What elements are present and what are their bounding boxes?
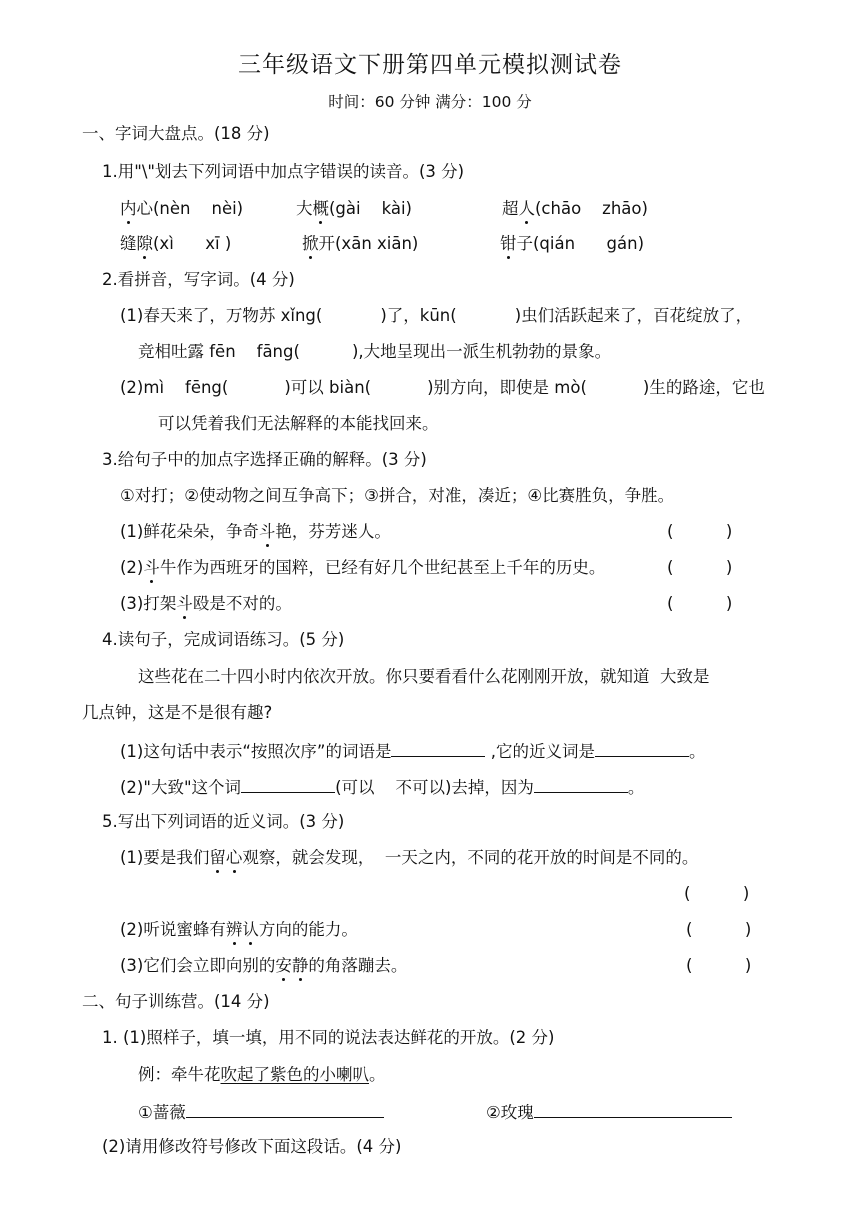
text: (2)	[120, 558, 144, 577]
answer-paren[interactable]: ( )	[686, 920, 752, 939]
word-pre: 超	[502, 199, 519, 218]
answer-blank[interactable]	[241, 776, 335, 793]
answer-blank[interactable]	[595, 740, 689, 757]
text: )生的路途，它也	[642, 378, 765, 397]
exam-info: 时间：60 分钟 满分：100 分	[328, 93, 532, 111]
q5-sentence-3	[120, 956, 407, 976]
q1-word-2	[296, 199, 412, 219]
q2-line-2	[138, 342, 611, 362]
q2-stem: 2.看拼音，写字词。(4 分)	[102, 270, 295, 289]
dotted-char: 静	[291, 956, 309, 975]
q2-line-4: 可以凭着我们无法解释的本能找回来。	[158, 414, 439, 433]
word-pre: 大	[296, 199, 313, 218]
text: )了，kūn(	[380, 306, 457, 325]
text: (1)春天来了，万物苏 xǐng(	[120, 306, 323, 325]
q4-passage-1: 这些花在二十四小时内依次开放。你只要看看什么花刚刚开放，就知道 大致是	[138, 667, 710, 686]
answer-blank[interactable]	[534, 776, 628, 793]
pinyin-options: (nèn nèi)	[153, 199, 244, 218]
text: )虫们活跃起来了，百花绽放了，	[514, 306, 753, 325]
page-title: 三年级语文下册第四单元模拟测试卷	[238, 52, 622, 78]
dotted-char: 认	[242, 920, 259, 939]
s2-example	[138, 1065, 386, 1085]
answer-blank[interactable]	[534, 1101, 732, 1118]
text: (1)要是我们	[120, 848, 210, 867]
underlined-example: 吹起了紫色的小喇叭	[220, 1065, 369, 1084]
q3-stem: 3.给句子中的加点字选择正确的解释。(3 分)	[102, 450, 427, 469]
text: ①蔷薇	[138, 1103, 186, 1122]
dotted-char: 概	[312, 199, 329, 218]
answer-paren[interactable]: ( )	[667, 558, 733, 577]
text: ,它的近义词是	[485, 742, 595, 761]
text: )可以 biàn(	[284, 378, 372, 397]
pinyin-options: (chāo zhāo)	[535, 199, 648, 218]
dotted-char: 斗	[176, 594, 193, 613]
text: (3)它们会立即向别的	[120, 956, 276, 975]
s2-q2-stem: (2)请用修改符号修改下面这段话。(4 分)	[102, 1137, 402, 1156]
text: ),大地呈现出一派生机勃勃的景象。	[351, 342, 612, 361]
text: 例：牵牛花	[138, 1065, 221, 1084]
text: (2)"大致"这个词	[120, 778, 242, 797]
q2-line-1	[120, 306, 752, 326]
q3-sentence-2	[120, 558, 605, 578]
s2-q1-stem: 1. (1)照样子，填一填，用不同的说法表达鲜花的开放。(2 分)	[102, 1028, 555, 1047]
word-rest: 子	[516, 234, 533, 253]
text: 。	[369, 1065, 386, 1084]
pinyin-options: (gài kài)	[329, 199, 412, 218]
text: 方向的能力。	[258, 920, 358, 939]
text: 的角落蹦去。	[308, 956, 408, 975]
q1-stem: 1.用"\"划去下列词语中加点字错误的读音。(3 分)	[102, 162, 465, 181]
q3-sentence-3	[120, 594, 292, 614]
q5-stem: 5.写出下列词语的近义词。(3 分)	[102, 812, 345, 831]
q5-sentence-2	[120, 920, 358, 940]
text: (可以 不可以)去掉，因为	[335, 778, 534, 797]
pinyin-options: (xì xī )	[153, 234, 232, 253]
q3-options: ①对打；②使动物之间互争高下；③拼合，对准，凑近；④比赛胜负，争胜。	[120, 486, 675, 505]
text: (2)mì fēng(	[120, 378, 229, 397]
answer-paren[interactable]: ( )	[667, 522, 733, 541]
text: 竞相吐露 fēn fāng(	[138, 342, 300, 361]
q1-word-5	[302, 234, 418, 254]
text: 观察，就会发现， 一天之内，不同的花开放的时间是不同的。	[242, 848, 699, 867]
section-2-title: 二、句子训练营。(14 分)	[82, 992, 270, 1011]
q1-word-3	[502, 199, 648, 219]
dotted-char: 辨	[225, 920, 243, 939]
answer-paren[interactable]: ( )	[667, 594, 733, 613]
text: ②玫瑰	[486, 1103, 534, 1122]
dotted-char: 斗	[143, 558, 160, 577]
q4-stem: 4.读句子，完成词语练习。(5 分)	[102, 630, 345, 649]
pinyin-options: (xān xiān)	[335, 234, 419, 253]
dotted-char: 心	[225, 848, 243, 867]
q1-word-1	[120, 199, 243, 219]
answer-paren[interactable]: ( )	[686, 956, 752, 975]
q5-sentence-1	[120, 848, 698, 868]
answer-paren[interactable]: ( )	[684, 884, 750, 903]
q1-word-6	[500, 234, 644, 254]
text: (1)鲜花朵朵，争奇	[120, 522, 259, 541]
text: (1)这句话中表示“按照次序”的词语是	[120, 742, 392, 761]
s2-fill-2	[486, 1101, 732, 1123]
word-rest: 开	[318, 234, 335, 253]
s2-fill-1	[138, 1101, 384, 1123]
text: 。	[627, 778, 645, 797]
q4-a2	[120, 776, 644, 798]
answer-blank[interactable]	[186, 1101, 384, 1118]
section-1-title: 一、字词大盘点。(18 分)	[82, 124, 270, 143]
answer-blank[interactable]	[391, 740, 485, 757]
dotted-char: 人	[518, 199, 535, 218]
dotted-char: 安	[275, 956, 292, 975]
text: (3)打架	[120, 594, 177, 613]
word-rest: 心	[136, 199, 153, 218]
pinyin-options: (qián gán)	[533, 234, 645, 253]
text: )别方向，即使是 mò(	[427, 378, 587, 397]
dotted-char: 钳	[500, 234, 517, 253]
q1-word-4	[120, 234, 231, 254]
text: (2)听说蜜蜂有	[120, 920, 226, 939]
dotted-char: 隙	[136, 234, 153, 253]
q2-line-3	[120, 378, 765, 398]
q4-passage-2: 几点钟，这是不是很有趣?	[82, 703, 273, 722]
text: 。	[688, 742, 706, 761]
text: 艳，芬芳迷人。	[275, 522, 391, 541]
dotted-char: 留	[209, 848, 226, 867]
q4-a1	[120, 740, 705, 762]
text: 殴是不对的。	[192, 594, 292, 613]
dotted-char: 掀	[302, 234, 319, 253]
word-pre: 缝	[120, 234, 137, 253]
q3-sentence-1	[120, 522, 391, 542]
dotted-char: 斗	[258, 522, 276, 541]
text: 牛作为西班牙的国粹，已经有好几个世纪甚至上千年的历史。	[159, 558, 606, 577]
dotted-char: 内	[120, 199, 137, 218]
